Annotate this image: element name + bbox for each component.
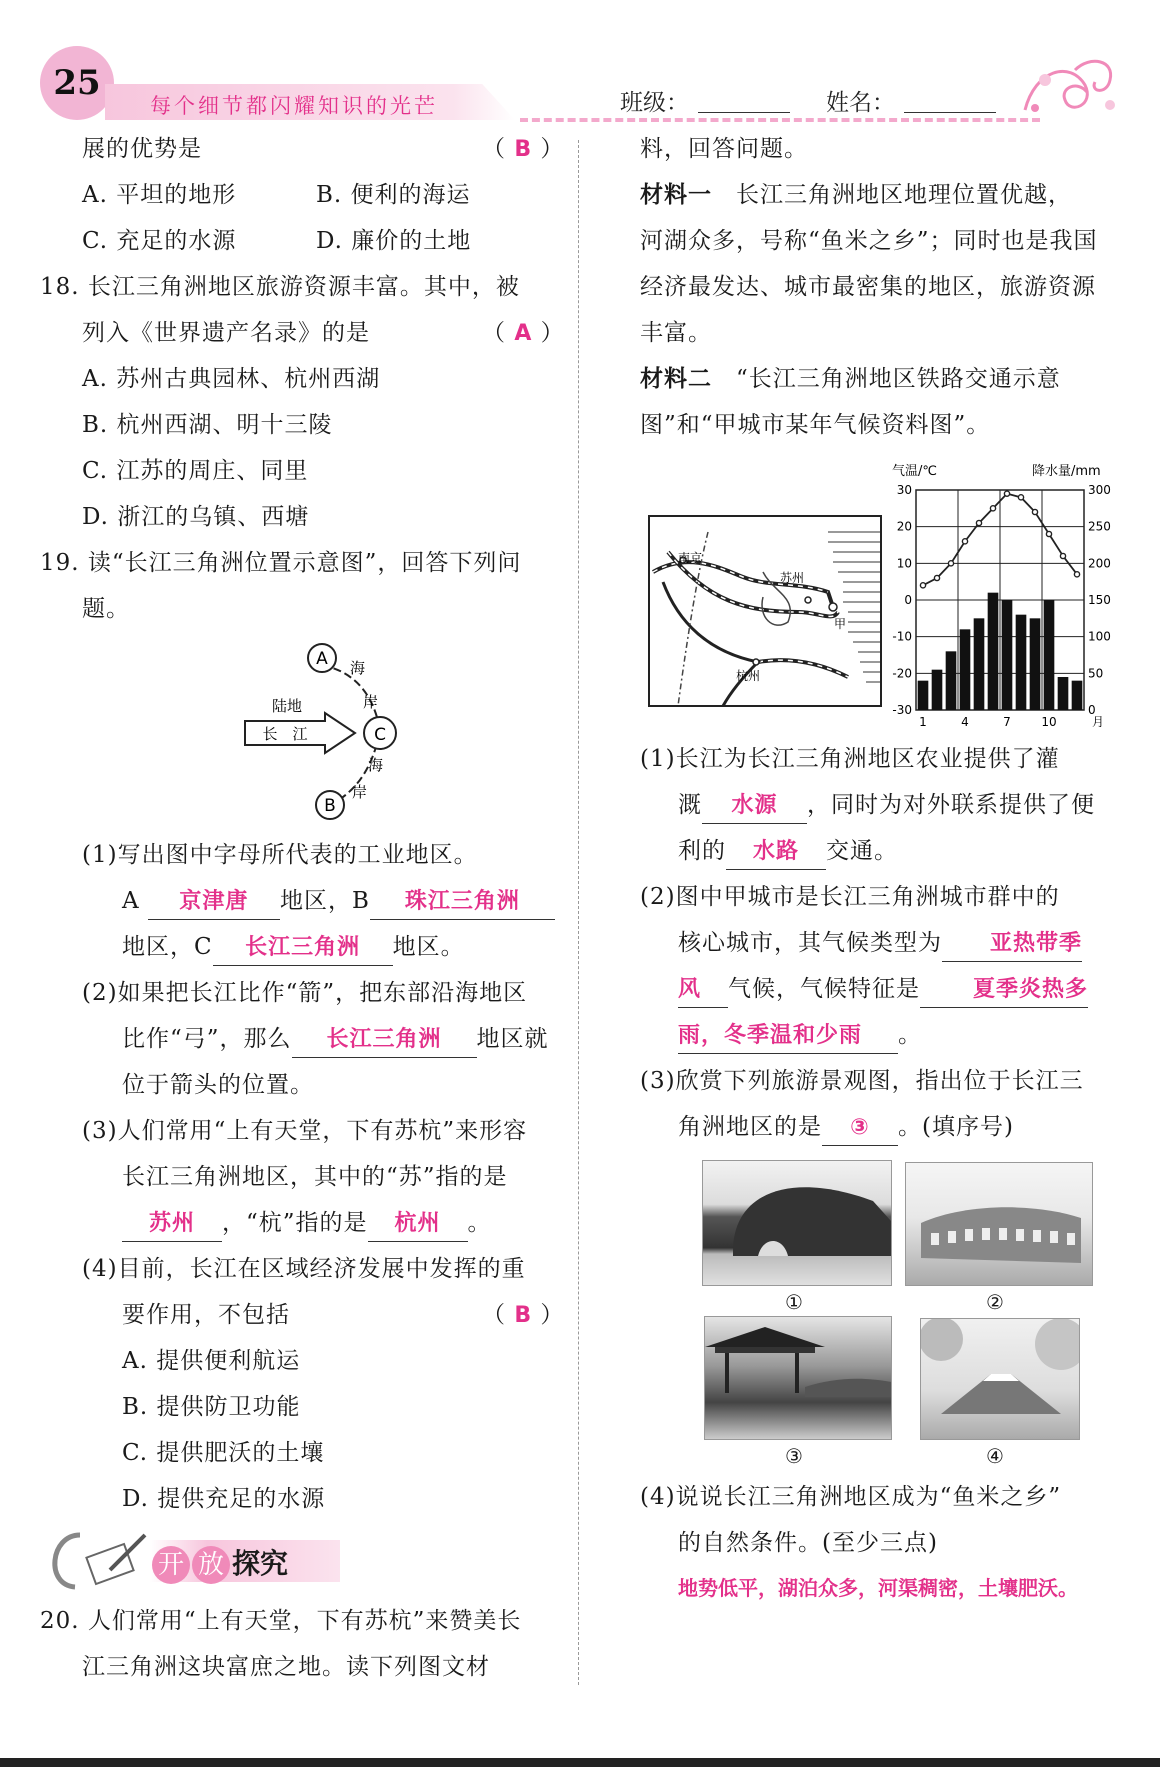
label-b: B [324, 796, 336, 816]
q19-2-line2-suffix: 地区就 [476, 1026, 549, 1052]
class-label: 班级： [620, 90, 689, 116]
chart-ylabel-left: 气温/℃ [892, 464, 937, 479]
map-label-hangzhou: 杭州 [736, 669, 761, 683]
photo-4-mount-fuji [920, 1318, 1080, 1440]
r-q2-line3-mid: 气候，气候特征是 [728, 976, 920, 1002]
material1-line3: 经济最发达、城市最密集的地区，旅游资源 [640, 274, 1096, 300]
chart-right-tick: 200 [1088, 556, 1111, 571]
chart-left-tick: 10 [896, 556, 912, 571]
q17-option-b: B. 便利的海运 [316, 182, 471, 208]
precipitation-bar [988, 593, 999, 710]
q19-line1: 19. 读“长江三角洲位置示意图”，回答下列问 [40, 550, 522, 576]
column-divider [578, 140, 579, 1685]
temperature-point [920, 583, 925, 588]
temperature-point [990, 506, 995, 511]
q19-4-option-a: A. 提供便利航运 [122, 1348, 301, 1374]
q17-option-c: C. 充足的水源 [82, 228, 237, 254]
precipitation-bar [1072, 681, 1083, 710]
photo-1-elephant-trunk-hill [702, 1160, 892, 1286]
river-label: 长 江 [262, 725, 308, 743]
chart-x-tick: 7 [1003, 715, 1011, 729]
section-char-2: 放 [192, 1546, 230, 1584]
precipitation-bar [1058, 677, 1069, 710]
temperature-point [1046, 531, 1051, 536]
q17-option-a: A. 平坦的地形 [82, 182, 237, 208]
r-q1-line2-prefix: 溉 [678, 792, 702, 818]
chart-right-tick: 250 [1088, 519, 1111, 534]
map-label-jia: 甲 [834, 617, 847, 631]
r-q1-line2-suffix: ，同时为对外联系提供了便 [807, 792, 1095, 818]
q19-4-option-b: B. 提供防卫功能 [122, 1394, 301, 1420]
name-field[interactable] [904, 112, 996, 113]
r-q3-line2 [678, 1104, 1014, 1150]
chart-x-tick: 1 [919, 715, 927, 729]
r-q2-answer2b[interactable]: 雨，冬季温和少雨 [678, 1019, 898, 1054]
climate-chart [884, 455, 1120, 730]
chart-left-tick: 30 [896, 483, 912, 497]
precipitation-bar [918, 681, 929, 710]
material2-line2: 图”和“甲城市某年气候资料图”。 [640, 412, 991, 438]
precipitation-bar [1002, 600, 1013, 710]
photo-2-colosseum [905, 1162, 1093, 1286]
r-q3-line1: (3)欣赏下列旅游景观图，指出位于长江三 [640, 1068, 1084, 1094]
photo-4-caption: ④ [986, 1444, 1004, 1468]
precipitation-bar [932, 670, 943, 710]
q19-2-answer[interactable]: 长江三角洲 [292, 1023, 477, 1058]
material2-label: 材料二 [640, 366, 712, 392]
q19-1-line2 [122, 878, 555, 924]
chart-right-tick: 50 [1088, 666, 1104, 681]
q17-answer: B [514, 137, 533, 162]
chart-left-tick: -30 [892, 703, 912, 717]
temperature-point [1032, 509, 1037, 514]
precipitation-bar [1030, 618, 1041, 710]
q19-3-su-answer[interactable]: 苏州 [122, 1207, 222, 1242]
precipitation-bar [1044, 600, 1055, 710]
yangtze-railway-map [648, 512, 884, 710]
r-q1-line3-suffix: 交通。 [826, 838, 898, 864]
q19-2-line2 [122, 1016, 549, 1062]
photo-2-caption: ② [986, 1290, 1004, 1314]
chart-left-tick: 0 [904, 593, 912, 607]
map-label-suzhou: 苏州 [780, 571, 805, 585]
q19-4-answer-bracket: （ B ） [482, 1302, 565, 1328]
r-q4-answer: 地势低平，湖泊众多，河渠稠密，土壤肥沃。 [678, 1576, 1078, 1600]
q19-1-a-answer[interactable]: 京津唐 [148, 885, 280, 920]
label-a: A [316, 649, 328, 669]
class-field[interactable] [698, 112, 790, 113]
q19-4-line1: (4)目前，长江在区域经济发展中发挥的重 [82, 1256, 526, 1282]
q20-line1: 20. 人们常用“上有天堂，下有苏杭”来赞美长 [40, 1608, 522, 1634]
q18-line1: 18. 长江三角洲地区旅游资源丰富。其中，被 [40, 274, 520, 300]
r-q2-answer2a[interactable]: 夏季炎热多 [920, 973, 1088, 1008]
q19-2-line3: 位于箭头的位置。 [122, 1072, 314, 1098]
temperature-point [948, 561, 953, 566]
q20-line2: 江三角洲这块富庶之地。读下列图文材 [82, 1654, 490, 1680]
r-q2-answer1b[interactable]: 风 [678, 973, 728, 1008]
flourish-ornament-icon [1015, 50, 1125, 125]
q19-1-mid: 地区，B [279, 888, 370, 914]
q20-line3: 料，回答问题。 [640, 136, 808, 162]
section-word: 探究 [232, 1547, 289, 1580]
q18-option-a: A. 苏州古典园林、杭州西湖 [82, 366, 381, 392]
material1-line2: 河湖众多，号称“鱼米之乡”；同时也是我国 [640, 228, 1098, 254]
q19-1-line3-prefix: 地区，C [122, 934, 213, 960]
q19-4-answer: B [514, 1303, 533, 1328]
r-q2-line3 [678, 966, 1088, 1012]
temperature-point [976, 520, 981, 525]
temperature-point [934, 575, 939, 580]
precipitation-bar [946, 651, 957, 710]
r-q2-line2 [678, 920, 1082, 966]
temperature-point [1074, 572, 1079, 577]
q18-line2: 列入《世界遗产名录》的是 [82, 320, 370, 346]
q19-1-c-answer[interactable]: 长江三角洲 [213, 931, 393, 966]
chart-left-tick: -10 [892, 629, 912, 644]
name-label: 姓名： [826, 90, 895, 116]
q19-3-end: 。 [467, 1210, 492, 1236]
section-char-1: 开 [152, 1546, 190, 1584]
r-q1-line2 [678, 782, 1095, 828]
q18-answer-bracket: （ A ） [482, 320, 565, 346]
map-label-nanjing: 南京 [678, 551, 703, 565]
section-title [152, 1542, 288, 1584]
header-dashed-line [520, 118, 1040, 122]
chart-left-tick: 20 [896, 519, 912, 534]
r-q2-line2-prefix: 核心城市，其气候类型为 [678, 930, 942, 956]
land-label: 陆地 [272, 697, 303, 715]
photo-3-suzhou-garden [704, 1316, 892, 1440]
chart-right-tick: 150 [1088, 593, 1111, 607]
motto: 每个细节都闪耀知识的光芒 [150, 94, 438, 118]
chart-left-tick: -20 [892, 666, 912, 681]
material1-line4: 丰富。 [640, 320, 712, 346]
q19-1-line3-suffix: 地区。 [392, 934, 465, 960]
material1-line1 [640, 172, 1072, 218]
q19-4-option-d: D. 提供充足的水源 [122, 1486, 326, 1512]
notebook-pen-icon [40, 1525, 150, 1595]
bottom-edge [0, 1758, 1160, 1767]
yangtze-position-diagram [230, 635, 430, 825]
r-q1-answer1[interactable]: 水源 [702, 789, 807, 824]
q17-option-d: D. 廉价的土地 [316, 228, 472, 254]
coast-bottom-char1: 海 [368, 756, 384, 774]
r-q1-answer2[interactable]: 水路 [726, 835, 826, 870]
r-q3-answer[interactable]: ③ [822, 1111, 898, 1146]
q19-1-a-prefix: A [122, 888, 140, 914]
r-q2-line1: (2)图中甲城市是长江三角洲城市群中的 [640, 884, 1060, 910]
q18-option-c: C. 江苏的周庄、同里 [82, 458, 309, 484]
chart-right-tick: 100 [1088, 629, 1111, 644]
r-q4-line2: 的自然条件。(至少三点) [678, 1530, 938, 1556]
q19-1-prompt: (1)写出图中字母所代表的工业地区。 [82, 842, 478, 868]
q19-2-line1: (2)如果把长江比作“箭”，把东部沿海地区 [82, 980, 528, 1006]
chart-x-tick: 10 [1041, 715, 1057, 729]
q19-3-mid: ，“杭”指的是 [222, 1210, 368, 1236]
q17-tail: 展的优势是 [82, 136, 202, 162]
material1-label: 材料一 [640, 182, 712, 208]
temperature-point [962, 539, 967, 544]
precipitation-bar [1016, 615, 1027, 710]
label-c: C [374, 725, 386, 745]
q19-3-line1: (3)人们常用“上有天堂，下有苏杭”来形容 [82, 1118, 528, 1144]
temperature-point [1004, 491, 1009, 496]
r-q4-line1: (4)说说长江三角洲地区成为“鱼米之乡” [640, 1484, 1062, 1510]
temperature-point [1060, 553, 1065, 558]
r-q1-line3-prefix: 利的 [678, 838, 726, 864]
chart-ylabel-right: 降水量/mm [1032, 464, 1101, 479]
r-q3-line2-suffix: 。(填序号) [898, 1114, 1014, 1140]
page-number: 25 [40, 46, 114, 120]
precipitation-bar [974, 618, 985, 710]
q19-4-line2: 要作用，不包括 [122, 1302, 290, 1328]
r-q1-line3 [678, 828, 898, 874]
material1-text1: 长江三角洲地区地理位置优越， [736, 182, 1072, 208]
coast-bottom-char2: 岸 [352, 783, 368, 801]
r-q3-line2-prefix: 角洲地区的是 [678, 1114, 822, 1140]
coast-top-char2: 岸 [363, 693, 379, 711]
precipitation-bar [960, 629, 971, 710]
q17-answer-bracket: （ B ） [482, 136, 565, 162]
material2-line1 [640, 356, 1061, 402]
r-q2-answer1a[interactable]: 亚热带季 [942, 927, 1082, 962]
q18-option-d: D. 浙江的乌镇、西塘 [82, 504, 310, 530]
photo-1-caption: ① [785, 1290, 803, 1314]
q18-option-b: B. 杭州西湖、明十三陵 [82, 412, 333, 438]
chart-right-tick: 0 [1088, 703, 1096, 717]
q19-4-option-c: C. 提供肥沃的土壤 [122, 1440, 325, 1466]
q19-1-line3 [122, 924, 465, 970]
chart-right-tick: 300 [1088, 483, 1111, 497]
r-q1-line1: (1)长江为长江三角洲地区农业提供了灌 [640, 746, 1060, 772]
photo-3-caption: ③ [785, 1444, 803, 1468]
q19-2-line2-prefix: 比作“弓”，那么 [122, 1026, 292, 1052]
q19-line2: 题。 [82, 596, 130, 622]
r-q2-line4 [678, 1012, 922, 1058]
material2-text1: “长江三角洲地区铁路交通示意 [736, 366, 1061, 392]
q19-3-hang-answer[interactable]: 杭州 [368, 1207, 468, 1242]
coast-top-char1: 海 [350, 659, 366, 677]
q19-3-line3 [122, 1200, 492, 1246]
q18-answer: A [514, 321, 533, 346]
q19-1-b-answer[interactable]: 珠江三角洲 [370, 885, 555, 920]
r-q2-end: 。 [898, 1022, 922, 1048]
chart-x-tick: 4 [961, 715, 969, 729]
chart-x-tick: 月 [1091, 715, 1105, 729]
temperature-point [1018, 495, 1023, 500]
q19-3-line2: 长江三角洲地区，其中的“苏”指的是 [122, 1164, 508, 1190]
